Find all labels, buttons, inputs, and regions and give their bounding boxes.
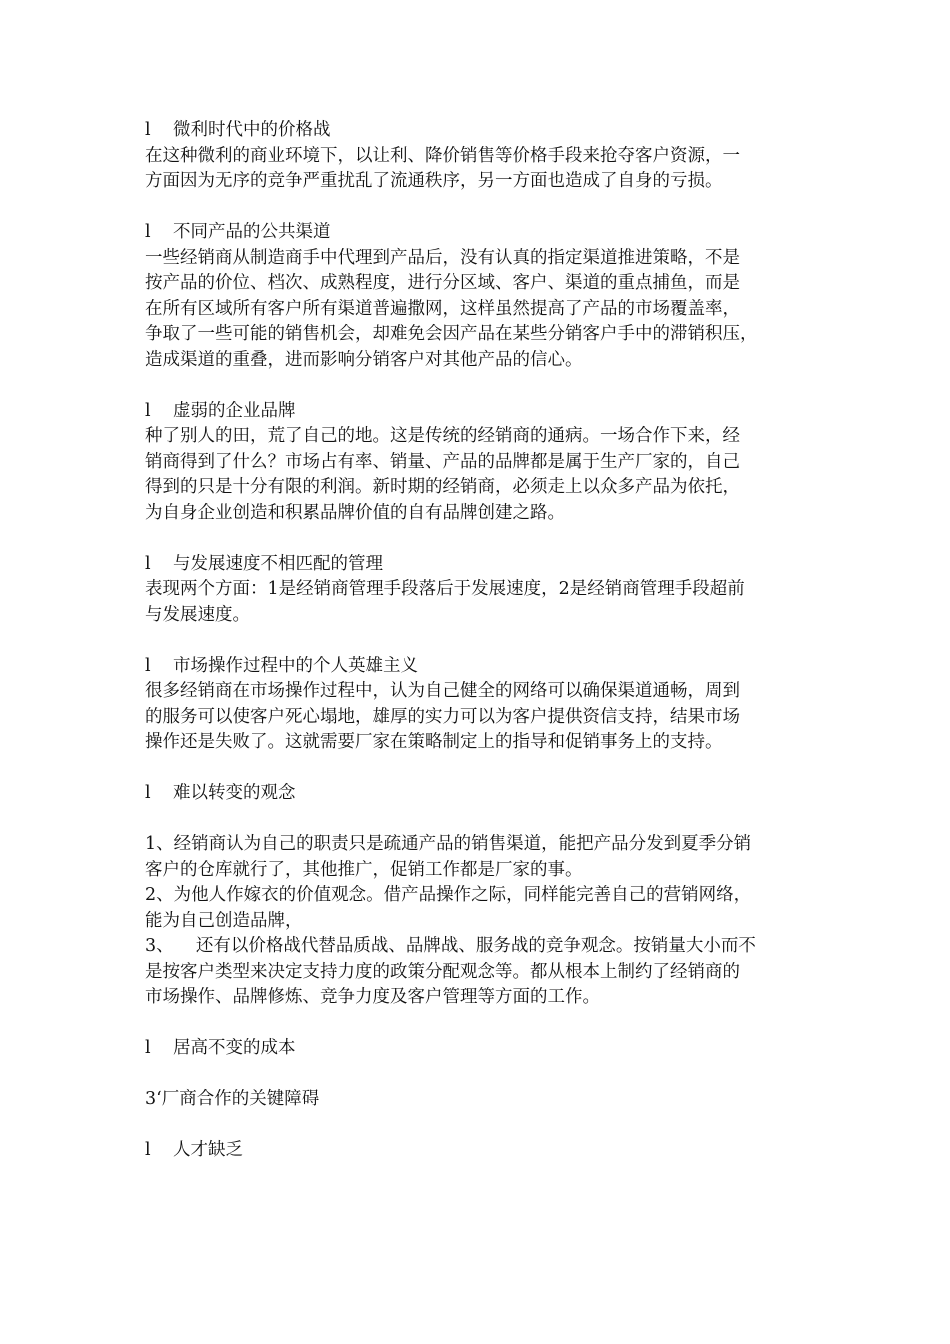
- paragraph-line: 市场操作、品牌修炼、竞争力度及客户管理等方面的工作。: [145, 987, 600, 1007]
- paragraph-line: 造成渠道的重叠，进而影响分销客户对其他产品的信心。: [145, 349, 583, 370]
- bullet-marker: l: [145, 400, 151, 421]
- blank-line: [145, 1011, 810, 1037]
- blank-line: [145, 1062, 810, 1088]
- paragraph: [145, 424, 810, 526]
- paragraph-line: 在这种微利的商业环境下，以让利、降价销售等价格手段来抢夺客户资源，一: [145, 145, 740, 166]
- paragraph-line: 能为自己创造品牌，: [145, 910, 303, 931]
- paragraph-line: 得到的只是十分有限的利润。新时期的经销商，必须走上以众多产品为依托，: [145, 477, 740, 497]
- paragraph-line: 与发展速度。: [145, 604, 250, 625]
- section-heading: [145, 781, 810, 807]
- paragraph: [145, 1087, 810, 1113]
- bullet-marker: l: [145, 655, 151, 676]
- bullet-marker: l: [145, 1038, 151, 1058]
- bullet-marker: l: [145, 783, 151, 803]
- paragraph-line: 很多经销商在市场操作过程中，认为自己健全的网络可以确保渠道通畅，周到: [145, 681, 740, 701]
- document-page: [145, 118, 810, 1164]
- bullet-marker: l: [145, 553, 151, 574]
- section-heading: [145, 654, 810, 680]
- heading-text: 人才缺乏: [173, 1140, 243, 1160]
- section-heading: [145, 1036, 810, 1062]
- paragraph-line: 3‘厂商合作的关键障碍: [145, 1089, 320, 1109]
- paragraph-line: 客户的仓库就行了，其他推广，促销工作都是厂家的事。: [145, 859, 583, 880]
- paragraph-line: 2、为他人作嫁衣的价值观念。借产品操作之际，同样能完善自己的营销网络，: [145, 885, 752, 905]
- paragraph-line: 1、经销商认为自己的职责只是疏通产品的销售渠道，能把产品分发到夏季分销: [145, 834, 752, 854]
- section-heading: [145, 118, 810, 144]
- paragraph-line: 种了别人的田，荒了自己的地。这是传统的经销商的通病。一场合作下来，经: [145, 426, 740, 446]
- paragraph-line: 为自身企业创造和积累品牌价值的自有品牌创建之路。: [145, 502, 565, 523]
- bullet-marker: l: [145, 1140, 151, 1160]
- blank-line: [145, 1113, 810, 1139]
- paragraph-line: 的服务可以使客户死心塌地，雄厚的实力可以为客户提供资信支持，结果市场: [145, 706, 740, 727]
- paragraph-line: 销商得到了什么？市场占有率、销量、产品的品牌都是属于生产厂家的，自己: [145, 451, 740, 472]
- heading-text: 居高不变的成本: [173, 1038, 296, 1058]
- blank-line: [145, 807, 810, 833]
- section-heading: [145, 220, 810, 246]
- heading-text: 虚弱的企业品牌: [173, 400, 296, 421]
- blank-line: [145, 756, 810, 782]
- paragraph-line: 一些经销商从制造商手中代理到产品后，没有认真的指定渠道推进策略，不是: [145, 247, 740, 268]
- section-heading: [145, 1138, 810, 1164]
- paragraph-line: 争取了一些可能的销售机会，却难免会因产品在某些分销客户手中的滞销积压，: [145, 324, 758, 344]
- paragraph-line: 表现两个方面：1是经销商管理手段落后于发展速度，2是经销商管理手段超前: [145, 579, 745, 599]
- bullet-marker: l: [145, 222, 151, 242]
- heading-text: 与发展速度不相匹配的管理: [173, 553, 383, 574]
- section-heading: [145, 399, 810, 425]
- paragraph: [145, 679, 810, 756]
- paragraph-line: 在所有区域所有客户所有渠道普遍撒网，这样虽然提高了产品的市场覆盖率，: [145, 298, 740, 319]
- paragraph: [145, 577, 810, 628]
- section-heading: [145, 552, 810, 578]
- paragraph: [145, 832, 810, 1011]
- blank-line: [145, 628, 810, 654]
- bullet-marker: l: [145, 120, 151, 140]
- blank-line: [145, 373, 810, 399]
- heading-text: 市场操作过程中的个人英雄主义: [173, 655, 418, 676]
- paragraph-line: 方面因为无序的竞争严重扰乱了流通秩序，另一方面也造成了自身的亏损。: [145, 171, 723, 191]
- heading-text: 不同产品的公共渠道: [173, 222, 331, 242]
- paragraph-line: 操作还是失败了。这就需要厂家在策略制定上的指导和促销事务上的支持。: [145, 732, 723, 752]
- paragraph-line: 是按客户类型来决定支持力度的政策分配观念等。都从根本上制约了经销商的: [145, 961, 740, 982]
- blank-line: [145, 526, 810, 552]
- paragraph-line: 3、 还有以价格战代替品质战、品牌战、服务战的竞争观念。按销量大小而不: [145, 936, 756, 956]
- heading-text: 难以转变的观念: [173, 783, 296, 803]
- paragraph-line: 按产品的价位、档次、成熟程度，进行分区域、客户、渠道的重点捕鱼，而是: [145, 273, 740, 293]
- paragraph: [145, 246, 810, 374]
- paragraph: [145, 144, 810, 195]
- heading-text: 微利时代中的价格战: [173, 120, 331, 140]
- blank-line: [145, 195, 810, 221]
